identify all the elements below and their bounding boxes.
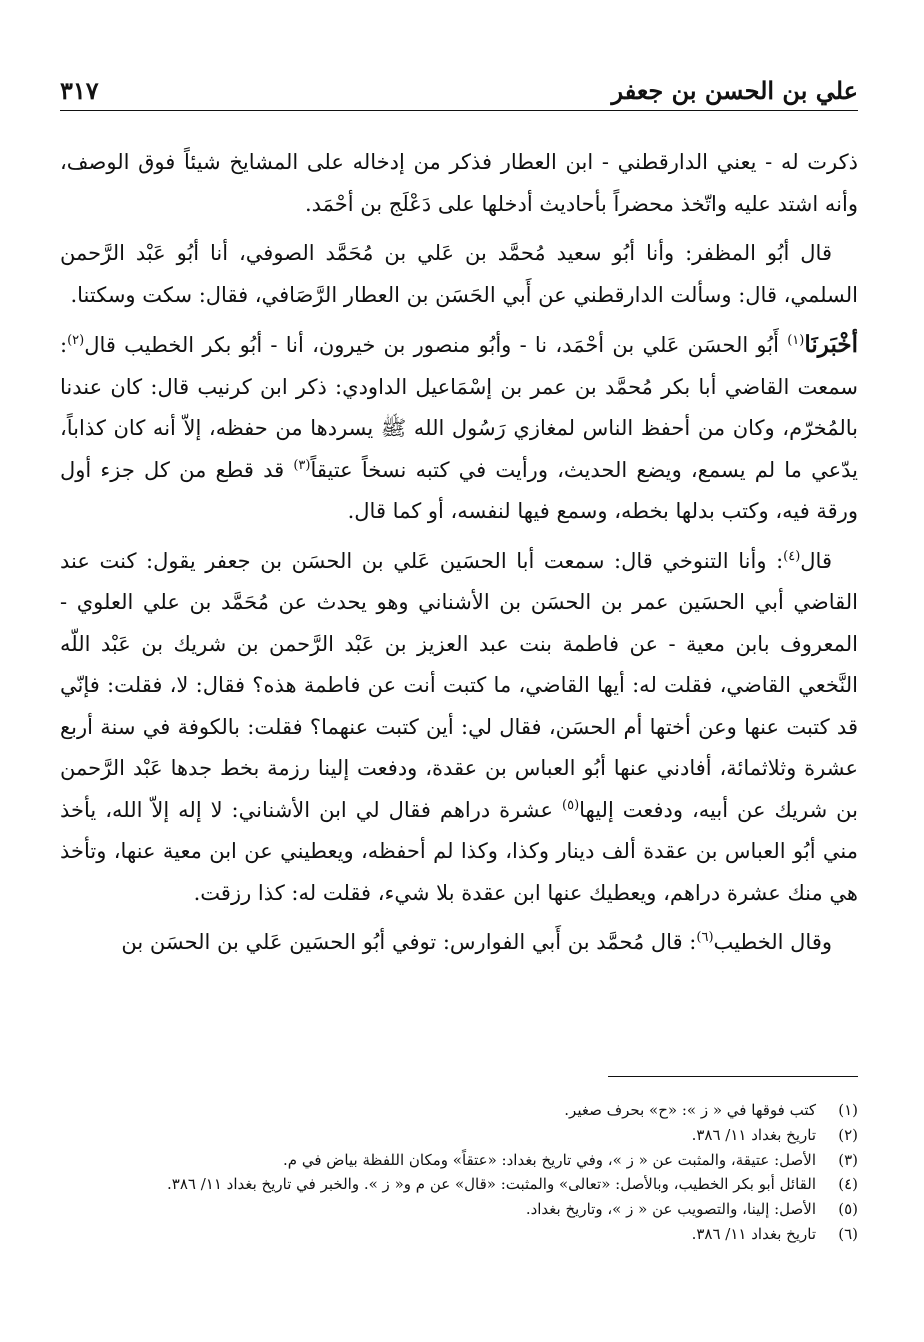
footnote-item: [60, 1098, 858, 1123]
footnote-ref-4: (٤): [783, 548, 801, 564]
footnote-text: تاريخ بغداد ١١/ ٣٨٦.: [691, 1224, 816, 1243]
footnote-ref-3: (٣): [293, 457, 311, 473]
akhbarana-lead-word: أخْبَرنَا: [804, 331, 858, 358]
page-number: ٣١٧: [60, 76, 99, 105]
footnote-text: الأصل: إلينا، والتصويب عن « ز »، وتاريخ بغداد.: [525, 1200, 816, 1219]
paragraph-1: ذكرت له - يعني الدارقطني - ابن العطار فذكر من إدخاله على المشايخ شيئاً فوق الوصف، وأنه اشتد عليه واتّخذ محضراً بأحاديث أدخلها على دَعْلَج بن أحْمَد.: [60, 150, 858, 216]
paragraph-3: [60, 324, 858, 533]
footnote-item: [60, 1197, 858, 1222]
footnote-separator: [608, 1076, 858, 1077]
paragraph-4-part-c: عشرة دراهم فقال لي ابن الأشناني: لا إله إلاّ الله، يأخذ مني أبُو العباس بن عقدة ألف دينار وكذا، وكذا لم أحفظه، ويعطيني عن ابن معية عنها، وتأخذ هي منك عشرة دراهم، ويعطيك عنها ابن عقدة بلا شيء، فقلت له: كذا رزقت.: [60, 797, 858, 905]
footnote-item: [60, 1123, 858, 1148]
footnote-text: تاريخ بغداد ١١/ ٣٨٦.: [691, 1125, 816, 1144]
footnote-number: (٦): [838, 1224, 858, 1243]
footnotes: [60, 1098, 858, 1247]
paragraph-5-part-a: وقال الخطيب: [713, 930, 832, 954]
footnote-item: [60, 1222, 858, 1247]
footnote-ref-2: (٢): [67, 333, 85, 348]
running-head: [60, 70, 858, 111]
paragraph-4-part-a: قال: [800, 548, 832, 573]
footnote-number: (١): [838, 1101, 858, 1119]
footnote-ref-6: (٦): [696, 930, 714, 945]
running-head-title: علي بن الحسن بن جعفر: [611, 76, 858, 105]
paragraph-4-part-b: : وأنا التنوخي قال: سمعت أبا الحسَين عَلي بن الحسَن بن جعفر يقول: كنت عند القاضي أبي الحسَين عمر بن الحسَن بن الأشناني وهو يحدث عن مُحَمَّد بن علي العلوي - المعروف بابن معية - عن فاطمة بنت عبد العزيز بن عَبْد الرَّحمن بن شريك بن عَبْد اللّه النَّخعي القاضي، فقلت له: أيها القاضي، ما كتبت أنت عن فاطمة هذه؟ فقال: لا، فقلت: فإنّي قد كتبت عنها وعن أختها أم الحسَن، فقال لي: أين كتبت عنهما؟ فقلت: بالكوفة في سنة أربع عشرة وثلاثمائة، أفادني عنها أبُو العباس بن عقدة، ودفعت إلينا رزمة بخط جدها عَبْد الرَّحمن بن شريك عن أبيه، ودفعت إليها: [60, 548, 859, 822]
paragraph-3-part-b: : سمعت القاضي أبا بكر مُحمَّد بن عمر بن إسْمَاعيل الداودي: ذكر ابن كرنيب قال: كان عندنا بالمُخرّم، وكان من أحفظ الناس لمغازي رَسُول الله ﷺ يسردها من حفظه، إلاّ أنه كان كذاباً، يدّعي ما لم يسمع، ويضع الحديث، ورأيت في كتبه نسخاً عتيقاً: [60, 333, 858, 482]
main-text: [60, 142, 858, 972]
paragraph-3-part-c: قد قطع من كل جزء أول ورقة فيه، وكتب بدلها بخطه، وسمع فيها لنفسه، أو كما قال.: [60, 457, 858, 523]
paragraph-2: قال أبُو المظفر: وأنا أبُو سعيد مُحمَّد بن عَلي بن مُحَمَّد الصوفي، أنا أبُو عَبْد الرَّحمن السلمي، قال: وسألت الدارقطني عن أَبي الحَسَن بن العطار الرَّصَافي، فقال: سكت وسكتنا.: [60, 241, 858, 307]
footnote-item: [60, 1148, 858, 1173]
footnote-number: (٤): [838, 1175, 858, 1194]
paragraph-5: [60, 922, 858, 964]
footnote-text: القائل أبو بكر الخطيب، وبالأصل: «تعالى» والمثبت: «قال» عن م و« ز ». والخبر في تاريخ بغداد ١١/ ٣٨٦.: [166, 1175, 816, 1194]
footnote-number: (٥): [838, 1200, 858, 1219]
footnote-text: كتب فوقها في « ز »: «ح» بحرف صغير.: [564, 1101, 816, 1119]
paragraph-5-part-b: : قال مُحمَّد بن أَبي الفوارس: توفي أبُو الحسَين عَلي بن الحسَن بن: [121, 930, 697, 954]
paragraph-3-part-a: أَبُو الحسَن عَلي بن أحْمَد، نا - وأبُو منصور بن خيرون، أنا - أبُو بكر الخطيب قال: [84, 333, 788, 357]
paragraph-4: [60, 541, 858, 915]
footnote-number: (٣): [838, 1150, 858, 1169]
footnote-ref-5: (٥): [562, 797, 580, 813]
footnote-ref-1: (١): [787, 333, 805, 348]
footnote-item: [60, 1172, 858, 1197]
footnote-text: الأصل: عتيقة، والمثبت عن « ز »، وفي تاريخ بغداد: «عتقاً» ومكان اللفظة بياض في م.: [283, 1150, 816, 1169]
footnote-number: (٢): [838, 1125, 858, 1144]
